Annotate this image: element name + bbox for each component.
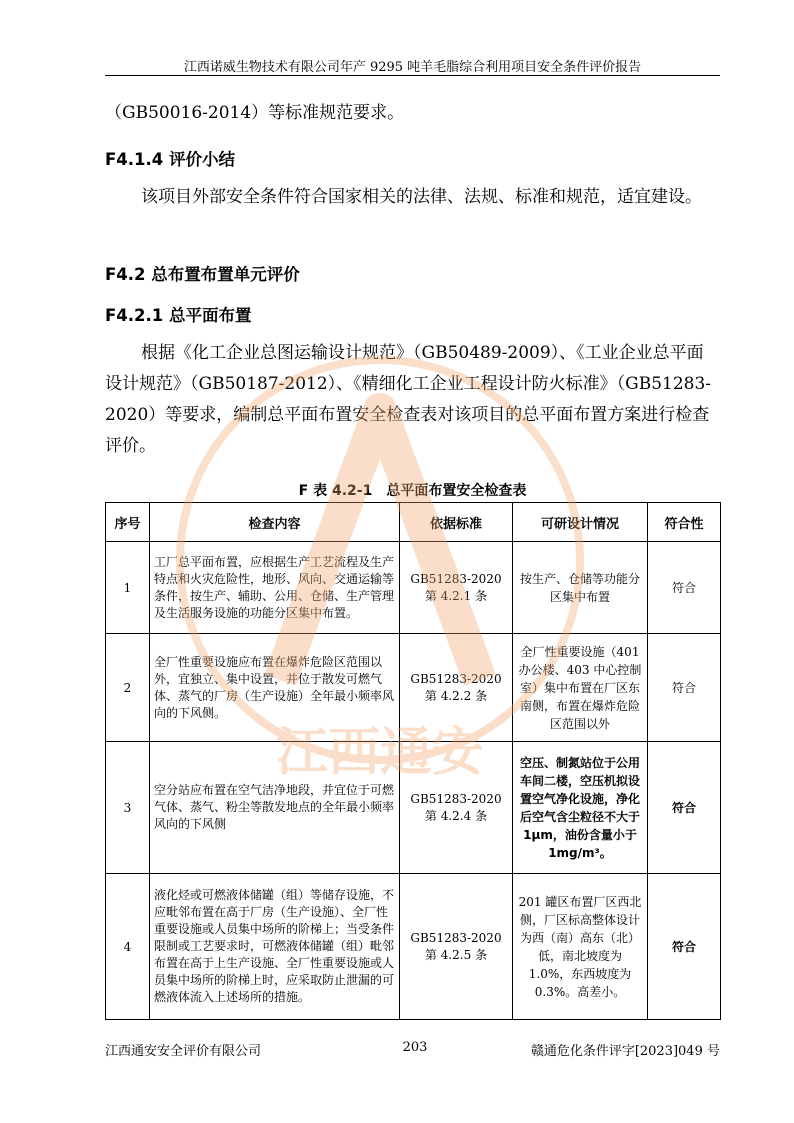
table-row bbox=[106, 742, 721, 874]
paragraph-summary: 该项目外部安全条件符合国家相关的法律、法规、标准和规范，适宜建设。 bbox=[141, 187, 702, 207]
text-line-top: （GB50016-2014）等标准规范要求。 bbox=[105, 103, 405, 123]
cell-result: 符合 bbox=[648, 742, 721, 874]
section-heading-f42: F4.2 总布置布置单元评价 bbox=[105, 265, 300, 284]
cell-standard bbox=[400, 742, 513, 874]
seal-text: 江西通安 bbox=[275, 723, 485, 783]
cell-result: 符合 bbox=[648, 542, 721, 634]
cell-content: 工厂总平面布置，应根据生产工艺流程及生产特点和火灾危险性，地形、风向、交通运输等条件，按生产、辅助、公用、仓储、生产管理及生活服务设施的功能分区集中布置。 bbox=[150, 542, 400, 634]
cell-design: 按生产、仓储等功能分区集中布置 bbox=[513, 542, 648, 634]
cell-content: 全厂性重要设施应布置在爆炸危险区范围以外，宜独立、集中设置，并位于散发可燃气体、蒸气的厂房（生产设施）全年最小频率风向的下风侧。 bbox=[150, 634, 400, 742]
header-result: 符合性 bbox=[648, 503, 721, 542]
cell-content: 空分站应布置在空气洁净地段，并宜位于可燃气体、蒸气、粉尘等散发地点的全年最小频率风向的下风侧 bbox=[150, 742, 400, 874]
header-design: 可研设计情况 bbox=[513, 503, 648, 542]
cell-design: 全厂性重要设施（401 办公楼、403 中心控制室）集中布置在厂区东南侧，布置在爆炸危险区范围以外 bbox=[513, 634, 648, 742]
standard-clause: 第 4.2.1 条 bbox=[424, 588, 488, 603]
standard-code: GB51283-2020 bbox=[410, 571, 502, 586]
cell-no: 2 bbox=[106, 634, 150, 742]
section-heading-f414: F4.1.4 评价小结 bbox=[105, 150, 235, 169]
standard-clause: 第 4.2.2 条 bbox=[424, 688, 488, 703]
standard-clause: 第 4.2.4 条 bbox=[424, 808, 488, 823]
standard-code: GB51283-2020 bbox=[410, 671, 502, 686]
standard-clause: 第 4.2.5 条 bbox=[424, 947, 488, 962]
cell-no: 4 bbox=[106, 874, 150, 1020]
paragraph-intro: 根据《化工企业总图运输设计规范》（GB50489-2009）、《工业企业总平面设计规范》（GB50187-2012）、《精细化工企业工程设计防火标准》（GB51283-2020）等要求，编制总平面布置安全检查表对该项目的总平面布置方案进行检查评价。 bbox=[105, 343, 712, 456]
footer-company: 江西通安安全评价有限公司 bbox=[105, 1044, 262, 1059]
footer-page-number: 203 bbox=[402, 1040, 428, 1055]
cell-design: 空压、制氮站位于公用车间二楼，空压机拟设置空气净化设施，净化后空气含尘粒径不大于 1μm，油份含量小于 1mg/m³。 bbox=[513, 742, 648, 874]
header-standard: 依据标准 bbox=[400, 503, 513, 542]
cell-no: 3 bbox=[106, 742, 150, 874]
cell-no: 1 bbox=[106, 542, 150, 634]
standard-code: GB51283-2020 bbox=[410, 791, 502, 806]
cell-result: 符合 bbox=[648, 634, 721, 742]
cell-content: 液化烃或可燃液体储罐（组）等储存设施，不应毗邻布置在高于厂房（生产设施）、全厂性重要设施或人员集中场所的阶梯上；当受条件限制或工艺要求时，可燃液体储罐（组）毗邻布置在高于上生产设施、全厂性重要设施或人员集中场所的阶梯上时，应采取防止泄漏的可燃液体流入上述场所的措施。 bbox=[150, 874, 400, 1020]
table-row bbox=[106, 542, 721, 634]
cell-result: 符合 bbox=[648, 874, 721, 1020]
standard-code: GB51283-2020 bbox=[410, 930, 502, 945]
cell-design: 201 罐区布置厂区西北侧，厂区标高整体设计为西（南）高东（北）低，南北坡度为 1.0%，东西坡度为 0.3%。高差小。 bbox=[513, 874, 648, 1020]
cell-standard bbox=[400, 634, 513, 742]
footer-doc-number: 赣通危化条件评字[2023]049 号 bbox=[530, 1044, 720, 1059]
header-content: 检查内容 bbox=[150, 503, 400, 542]
section-heading-f421: F4.2.1 总平面布置 bbox=[105, 306, 252, 325]
table-row bbox=[106, 874, 721, 1020]
table-title: F 表 4.2-1 总平面布置安全检查表 bbox=[298, 483, 527, 499]
cell-standard bbox=[400, 874, 513, 1020]
page-header: 江西诺威生物技术有限公司年产 9295 吨羊毛脂综合利用项目安全条件评价报告 bbox=[183, 60, 642, 75]
table-header-row bbox=[106, 503, 721, 542]
cell-standard bbox=[400, 542, 513, 634]
header-rule bbox=[105, 75, 720, 76]
header-no: 序号 bbox=[106, 503, 150, 542]
table-row bbox=[106, 634, 721, 742]
checklist-table bbox=[105, 502, 721, 1020]
